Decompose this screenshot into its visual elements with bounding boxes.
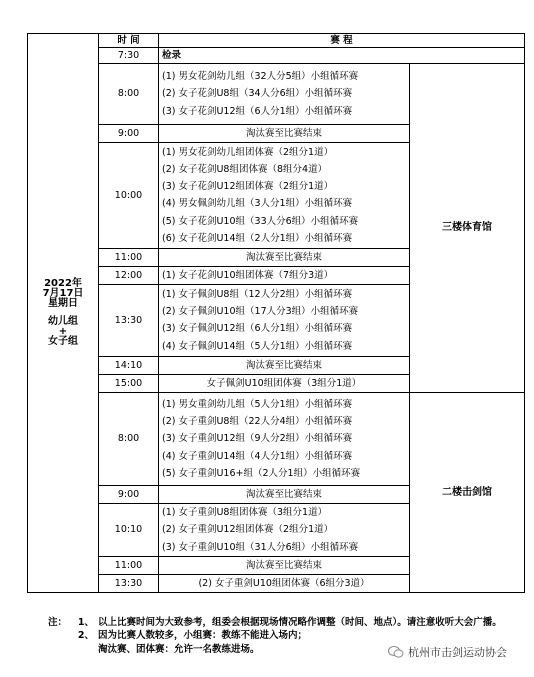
date-day: 7月17日: [42, 288, 84, 299]
event-item: (2) 女子佩剑U10组（17人分3组）小组循环赛: [162, 306, 359, 318]
event-item: (2) 女子重剑U12组团体赛（2组分1道）: [162, 524, 334, 536]
event-item: (5) 女子花剑U10组（33人分6组）小组循环赛: [162, 215, 359, 227]
time-cell: 7:30: [99, 48, 159, 64]
event-item: (2) 女子重剑U8组（22人分4组）小组循环赛: [162, 415, 353, 427]
event-cell: 淘汰赛至比赛结束: [159, 125, 410, 143]
note-1-text: 以上比赛时间为大致参考，组委会根据现场情况略作调整（时间、地点）。请注意收听大会广播。: [98, 617, 502, 628]
group-plus: +: [58, 326, 68, 337]
wechat-icon: [388, 645, 404, 659]
time-cell: 10:00: [99, 143, 159, 249]
note-2-text: 因为比赛人数较多，小组赛：教练不能进入场内；: [98, 630, 308, 642]
event-item: (4) 女子重剑U14组（4人分1组）小组循环赛: [162, 450, 353, 462]
group-2: 女子组: [48, 336, 78, 347]
time-cell: 13:30: [99, 575, 159, 593]
time-cell: 8:00: [99, 64, 159, 125]
event-item: (3) 女子重剑U10组（31人分6组）小组循环赛: [162, 541, 359, 553]
time-cell: 12:00: [99, 267, 159, 285]
date-group-cell: [28, 34, 99, 593]
event-item: (3) 女子佩剑U12组（6人分1组）小组循环赛: [162, 323, 353, 335]
event-cell: [159, 143, 410, 249]
event-item: (4) 男女佩剑幼儿组（3人分1组）小组循环赛: [162, 198, 353, 210]
time-cell: 15:00: [99, 375, 159, 393]
time-cell: 10:10: [99, 504, 159, 557]
date-year: 2022年: [44, 278, 82, 289]
schedule-table: [27, 33, 525, 593]
date-weekday: 星期日: [48, 298, 78, 309]
event-item: (1) 男女花剑幼儿组团体赛（2组分1道）: [162, 146, 334, 158]
event-cell: 检录: [159, 48, 525, 64]
note-2-text-2: 淘汰赛、团体赛：允许一名教练进场。: [98, 643, 260, 655]
event-cell: 女子佩剑U10组团体赛（3组分1道）: [159, 375, 410, 393]
event-cell: 淘汰赛至比赛结束: [159, 486, 410, 504]
event-cell: 淘汰赛至比赛结束: [159, 357, 410, 375]
event-cell: 淘汰赛至比赛结束: [159, 249, 410, 267]
venue-cell: 三楼体育馆: [410, 64, 525, 393]
event-item: (1) 男女花剑幼儿组（32人分5组）小组循环赛: [162, 70, 359, 82]
time-cell: 11:00: [99, 249, 159, 267]
event-cell: (2) 女子重剑U10组团体赛（6组分3道）: [159, 575, 410, 593]
event-item: (2) 女子花剑U8组团体赛（8组分4道）: [162, 163, 328, 175]
event-item: (3) 女子重剑U12组（9人分2组）小组循环赛: [162, 433, 353, 445]
event-item: (3) 女子花剑U12组团体赛（2组分1道）: [162, 181, 334, 193]
schedule-row: [28, 64, 525, 125]
event-item: (6) 女子花剑U14组（2人分1组）小组循环赛: [162, 232, 353, 244]
note-1: [48, 616, 518, 629]
event-item: (2) 女子花剑U8组（34人分6组）小组循环赛: [162, 88, 353, 100]
note-2: [48, 629, 518, 642]
header-schedule: 赛 程: [159, 34, 525, 48]
event-item: (1) 女子重剑U8组团体赛（3组分1道）: [162, 506, 328, 518]
event-cell: [159, 504, 410, 557]
event-cell: [159, 393, 410, 486]
time-cell: 9:00: [99, 125, 159, 143]
event-item: (5) 女子重剑U16+组（2人分1组）小组循环赛: [162, 467, 361, 479]
time-cell: 11:00: [99, 557, 159, 575]
notes-label: 注：: [48, 617, 68, 628]
time-cell: 14:10: [99, 357, 159, 375]
event-cell: 淘汰赛至比赛结束: [159, 557, 410, 575]
event-item: (3) 女子花剑U12组（6人分1组）小组循环赛: [162, 105, 353, 117]
time-cell: 13:30: [99, 285, 159, 357]
schedule-row: [28, 393, 525, 486]
note-2-number: 2、: [77, 630, 94, 642]
watermark: [388, 644, 507, 660]
event-item: (1) 女子佩剑U8组（12人分2组）小组循环赛: [162, 288, 353, 300]
watermark-text: 杭州市击剑运动协会: [408, 646, 507, 659]
event-cell: (1) 女子花剑U10组团体赛（7组分3道）: [159, 267, 410, 285]
header-row: [28, 34, 525, 48]
event-item: (4) 女子佩剑U14组（5人分1组）小组循环赛: [162, 340, 353, 352]
header-time: 时 间: [99, 34, 159, 48]
event-cell: [159, 285, 410, 357]
time-cell: 9:00: [99, 486, 159, 504]
group-1: 幼儿组: [48, 316, 78, 327]
event-item: (1) 男女重剑幼儿组（5人分1组）小组循环赛: [162, 398, 353, 410]
schedule-row: [28, 48, 525, 64]
note-1-number: 1、: [77, 617, 94, 628]
time-cell: 8:00: [99, 393, 159, 486]
event-cell: [159, 64, 410, 125]
venue-cell: 二楼击剑馆: [410, 393, 525, 593]
